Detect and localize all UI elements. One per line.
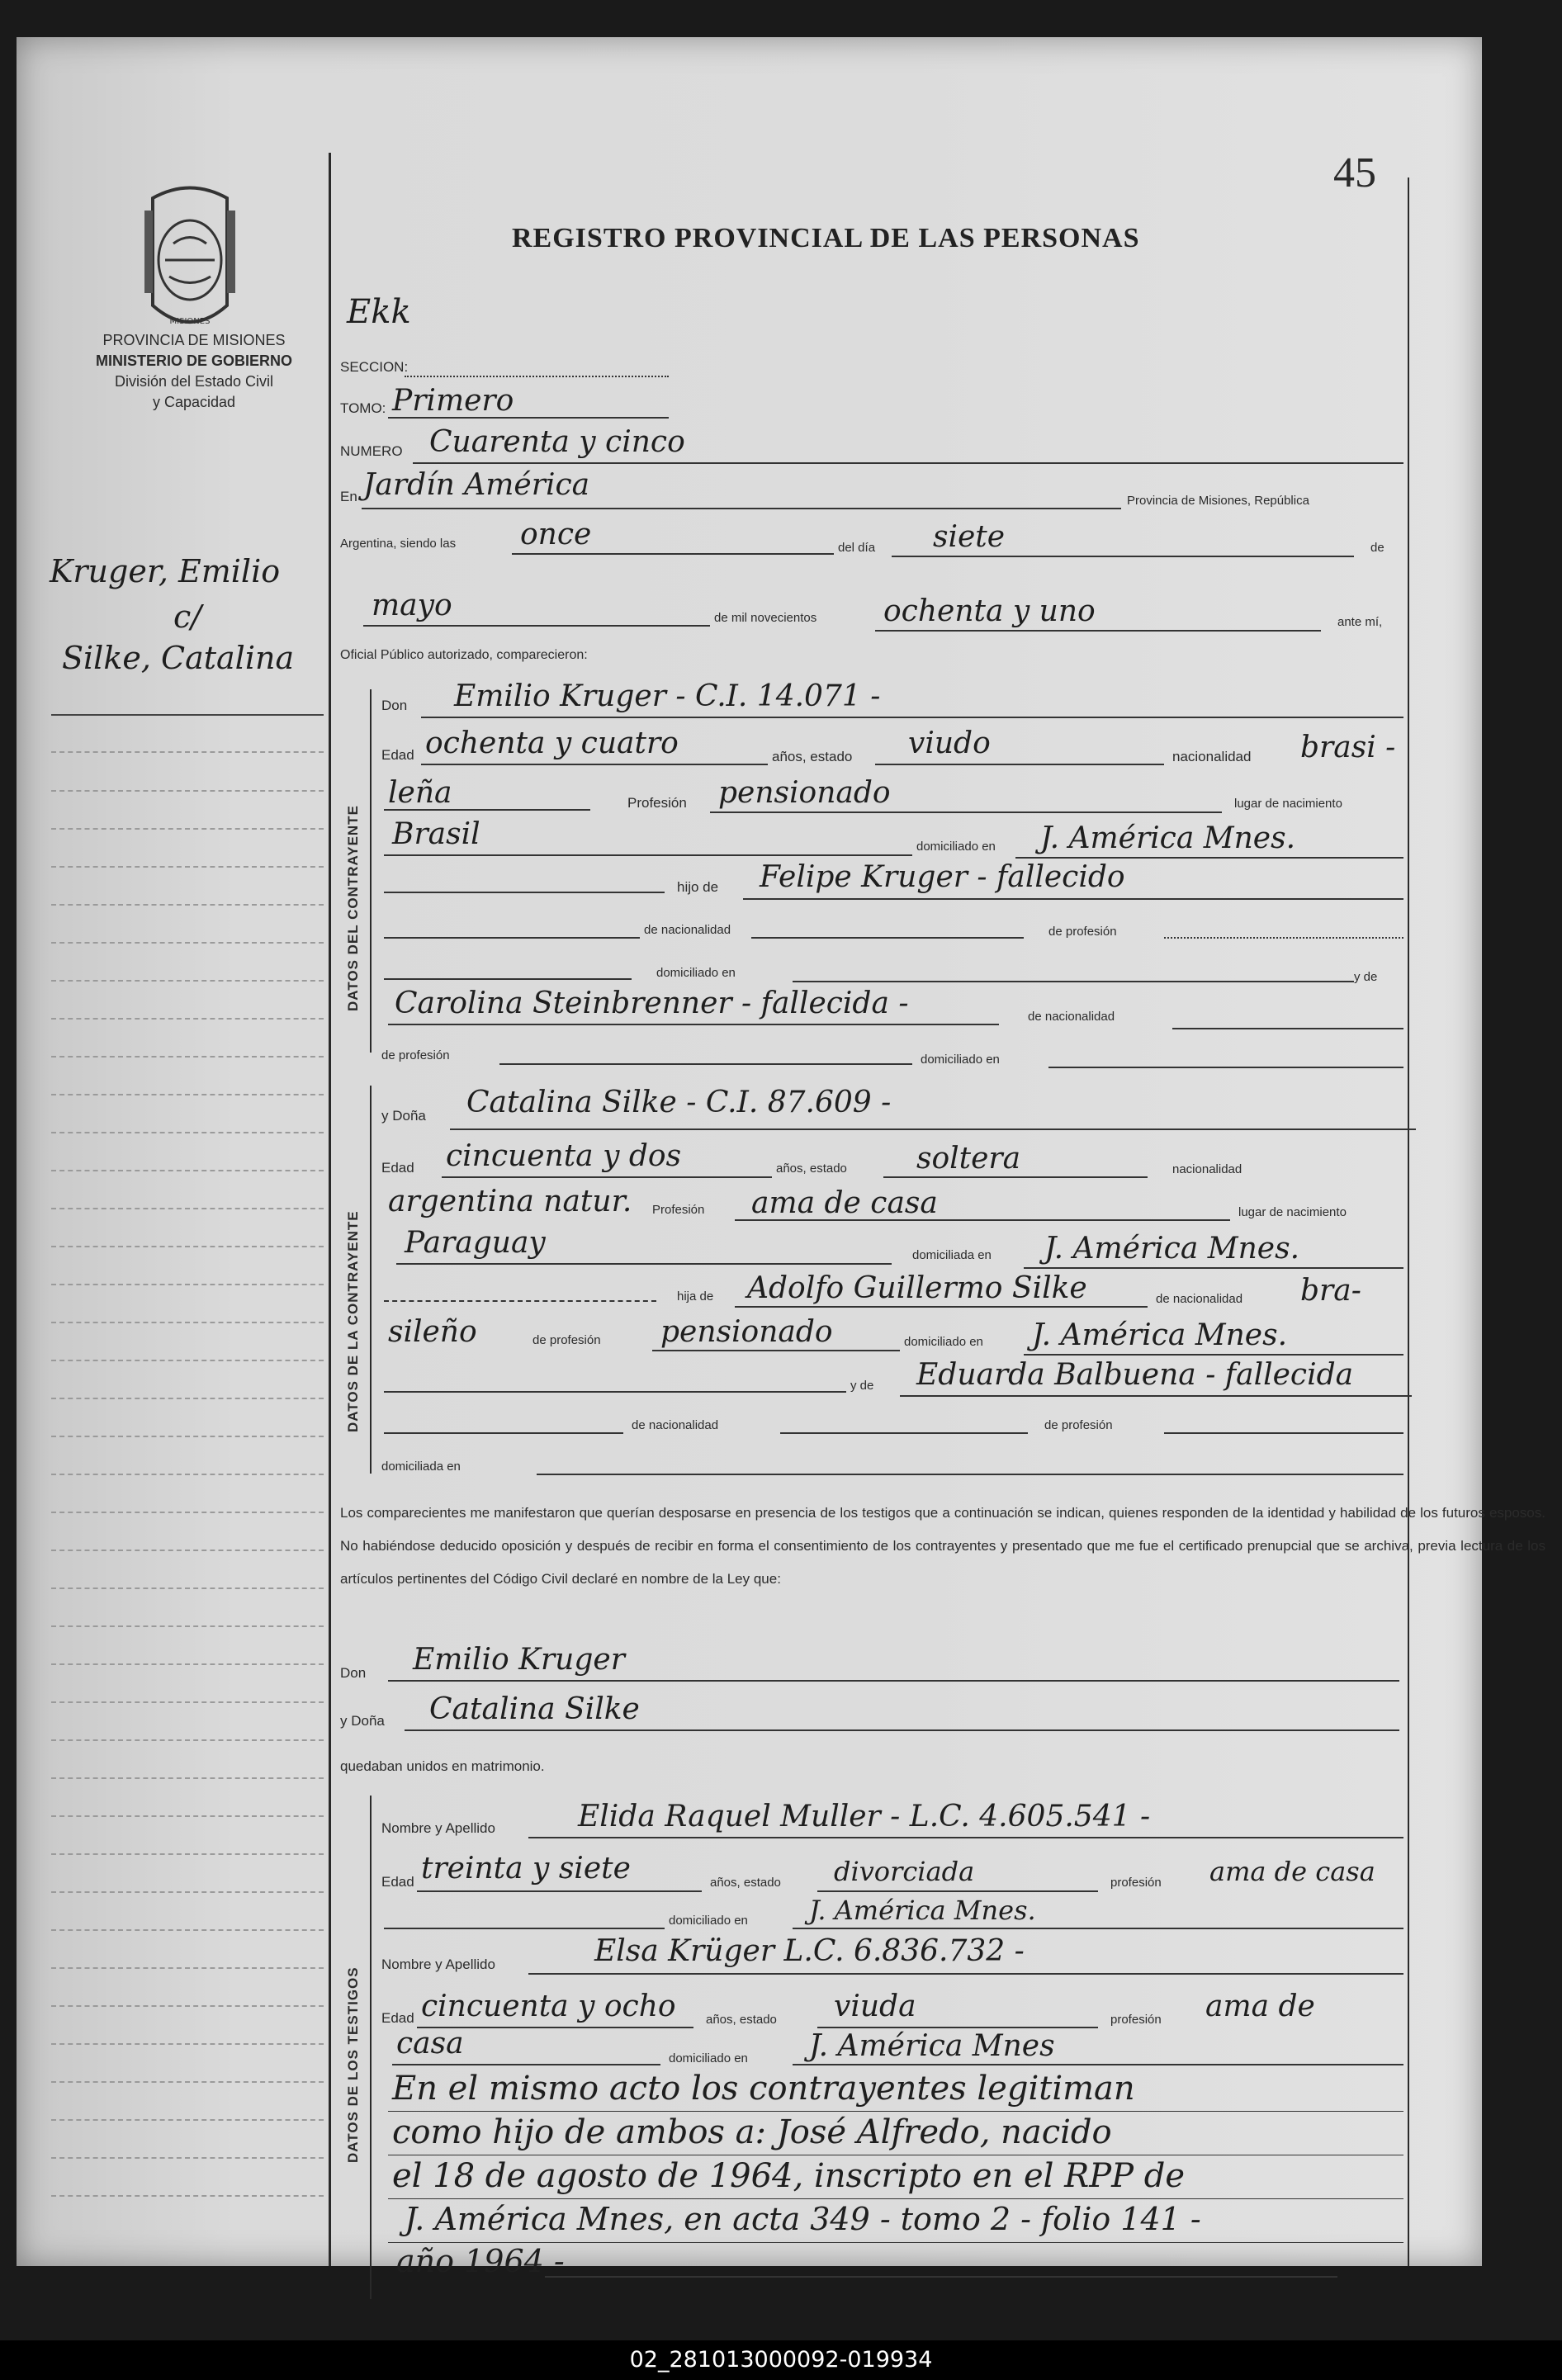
de-profesion-label-1b: de profesión [381,1048,450,1062]
de-profesion-label-2b: de profesión [1044,1418,1113,1432]
section-contrayente-2: DATOS DE LA CONTRAYENTE [345,1210,361,1432]
tomo-value: Primero [392,384,514,418]
seccion-mark: Ekk [347,293,411,331]
org-division: División del Estado Civil [114,373,274,390]
section-contrayente: DATOS DEL CONTRAYENTE [345,805,361,1011]
edad-label-1: Edad [381,747,414,763]
profesion-label-1: Profesión [627,795,687,811]
de-profesion-label-1: de profesión [1048,925,1117,939]
y-de-label-1: y de [1354,970,1378,984]
de-profesion-label-2: de profesión [532,1333,601,1347]
anio-value: ochenta y uno [883,594,1096,628]
groom-age: ochenta y cuatro [425,726,679,760]
groom-birthplace: Brasil [392,817,480,851]
bride-father-nationality-b: sileño [388,1315,477,1349]
groom-profession: pensionado [718,776,891,810]
domiciliado-label-1: domiciliado en [916,840,996,854]
bride-father-nationality-a: bra- [1300,1274,1361,1308]
hijo-de-label: hijo de [677,879,719,895]
domiciliada-label-2b: domiciliada en [381,1460,461,1474]
t1-profesion-label: profesión [1110,1876,1162,1890]
t2-profesion-label: profesión [1110,2013,1162,2027]
bride-status: soltera [916,1142,1021,1176]
domiciliado-label-2: domiciliado en [904,1335,983,1349]
de-nacionalidad-label-1b: de nacionalidad [1028,1010,1115,1024]
groom-mother: Carolina Steinbrenner - fallecida - [395,987,909,1020]
groom-status: viudo [908,726,991,760]
t1-edad-label: Edad [381,1874,414,1890]
numero-value: Cuarenta y cinco [429,425,685,459]
org-ministry: MINISTERIO DE GOBIERNO [95,353,293,369]
de-nacionalidad-label-2b: de nacionalidad [632,1418,719,1432]
edad-label-2: Edad [381,1160,414,1176]
t2-domiciliado-label: domiciliado en [669,2051,748,2065]
witness1-domicile: J. América Mnes. [809,1895,1036,1926]
mes-value: mayo [372,589,452,622]
groom-father: Felipe Kruger - fallecido [760,860,1125,894]
margin-connector: c/ [173,599,202,635]
witness1-status: divorciada [834,1856,975,1887]
tomo-label: TOMO: [340,400,386,416]
decl-don-label: Don [340,1665,367,1681]
witness2-profession-cont: casa [396,2027,464,2061]
domiciliado-label-1c: domiciliado en [921,1053,1000,1067]
section-testigos: DATOS DE LOS TESTIGOS [345,1966,361,2163]
bride-father: Adolfo Guillermo Silke [747,1271,1087,1305]
register-page [17,37,1545,2279]
groom-nationality-a: brasi - [1300,731,1396,764]
quedaban-text: quedaban unidos en matrimonio. [340,1758,545,1774]
t1-domiciliado-label: domiciliado en [669,1914,748,1928]
ante-mi-label: ante mí, [1337,615,1383,629]
decl-bride: Catalina Silke [429,1692,640,1726]
t2-anos-estado-label: años, estado [706,2013,777,2027]
bride-father-profession: pensionado [660,1315,833,1349]
t1-nombre-label: Nombre y Apellido [381,1820,495,1836]
witness2-age: cincuenta y ocho [421,1990,676,2023]
de-nacionalidad-label-1: de nacionalidad [644,923,731,937]
de-label: de [1370,541,1384,555]
dia-value: siete [933,520,1006,554]
de-nacionalidad-label-2: de nacionalidad [1156,1292,1243,1306]
bride-profession: ama de casa [751,1186,938,1220]
decl-dona-label: y Doña [340,1713,385,1729]
page-title: REGISTRO PROVINCIAL DE LAS PERSONAS [512,223,1140,253]
witness1-age: treinta y siete [421,1852,631,1886]
y-de-label-2: y de [850,1379,874,1393]
lugar-label-2: lugar de nacimiento [1238,1205,1347,1219]
lugar-label-1: lugar de nacimiento [1234,797,1342,811]
margin-groom: Kruger, Emilio [50,553,281,589]
groom-name: Emilio Kruger - C.I. 14.071 - [454,679,881,713]
don-label: Don [381,698,408,713]
main-divider [329,153,331,2266]
del-dia-label: del día [838,541,876,555]
witness1-name: Elida Raquel Muller - L.C. 4.605.541 - [578,1800,1151,1833]
profesion-label-2: Profesión [652,1203,705,1217]
org-capacity: y Capacidad [152,394,236,410]
note-line-2: como hijo de ambos a: José Alfredo, nacido [392,2113,1112,2151]
nacionalidad-label-2: nacionalidad [1172,1162,1242,1176]
groom-domicile: J. América Mnes. [1040,821,1296,855]
bride-father-domicile: J. América Mnes. [1032,1318,1288,1352]
bride-birthplace: Paraguay [405,1226,546,1260]
org-province: PROVINCIA DE MISIONES [102,332,286,348]
note-line-4: J. América Mnes, en acta 349 - tomo 2 - folio 141 - [405,2201,1201,2237]
witness2-status: viuda [834,1990,916,2023]
witness2-domicile: J. América Mnes [809,2029,1055,2063]
hija-de-label: hija de [677,1289,714,1304]
t2-edad-label: Edad [381,2010,414,2026]
anos-estado-label-2: años, estado [776,1162,847,1176]
numero-label: NUMERO [340,443,403,459]
witness1-profession: ama de casa [1209,1856,1375,1887]
note-line-5: año 1964 - [396,2243,565,2279]
margin-ruled-lines [17,37,347,2266]
domiciliada-label-2: domiciliada en [912,1248,992,1262]
witness2-profession: ama de [1205,1990,1315,2023]
bride-age: cincuenta y dos [446,1139,682,1173]
en-label: En [340,489,357,504]
seccion-label: SECCION: [340,359,409,375]
groom-nationality-b: leña [388,776,452,810]
hora-value: once [520,518,592,551]
provincia-label: Provincia de Misiones, República [1127,494,1309,508]
page-number: 45 [1333,149,1376,196]
right-border [1408,177,1409,2266]
t2-nombre-label: Nombre y Apellido [381,1957,495,1972]
de-mil-label: de mil novecientos [714,611,817,625]
domiciliado-label-1b: domiciliado en [656,966,736,980]
margin-bride: Silke, Catalina [62,640,295,676]
file-id-footer: 02_281013000092-019934 [0,2340,1562,2380]
t1-anos-estado-label: años, estado [710,1876,781,1890]
nacionalidad-label-1: nacionalidad [1172,749,1252,764]
bride-nationality: argentina natur. [388,1185,632,1218]
decl-groom: Emilio Kruger [413,1643,625,1677]
bride-mother: Eduarda Balbuena - fallecida [916,1358,1354,1392]
legal-paragraph: Los comparecientes me manifestaron que querían desposarse en presencia de los testigos que a continuación se indican, quienes responden de la identidad y habilidad de los futuros esposos. No habiéndose deducido oposición y después de recibir en forma el consentimiento de los contrayentes y presentado que me fue el certificado prenupcial que se archiva, previa lectura de los artículos pertinentes del Código Civil declaré en nombre de la Ley que: [340,1505,1545,1587]
y-dona-label: y Doña [381,1108,426,1124]
oficial-label: Oficial Público autorizado, comparecieron: [340,648,588,662]
witness2-name: Elsa Krüger L.C. 6.836.732 - [594,1934,1025,1968]
note-line-3: el 18 de agosto de 1964, inscripto en el RPP de [392,2157,1186,2195]
bride-domicile: J. América Mnes. [1044,1232,1300,1266]
lugar-value: Jardín América [363,468,590,502]
seal-text: MISIONES [169,317,211,326]
argentina-label: Argentina, siendo las [340,537,457,551]
note-line-1: En el mismo acto los contrayentes legitiman [392,2070,1135,2108]
bride-name: Catalina Silke - C.I. 87.609 - [466,1086,892,1119]
anos-estado-label-1: años, estado [772,749,853,764]
